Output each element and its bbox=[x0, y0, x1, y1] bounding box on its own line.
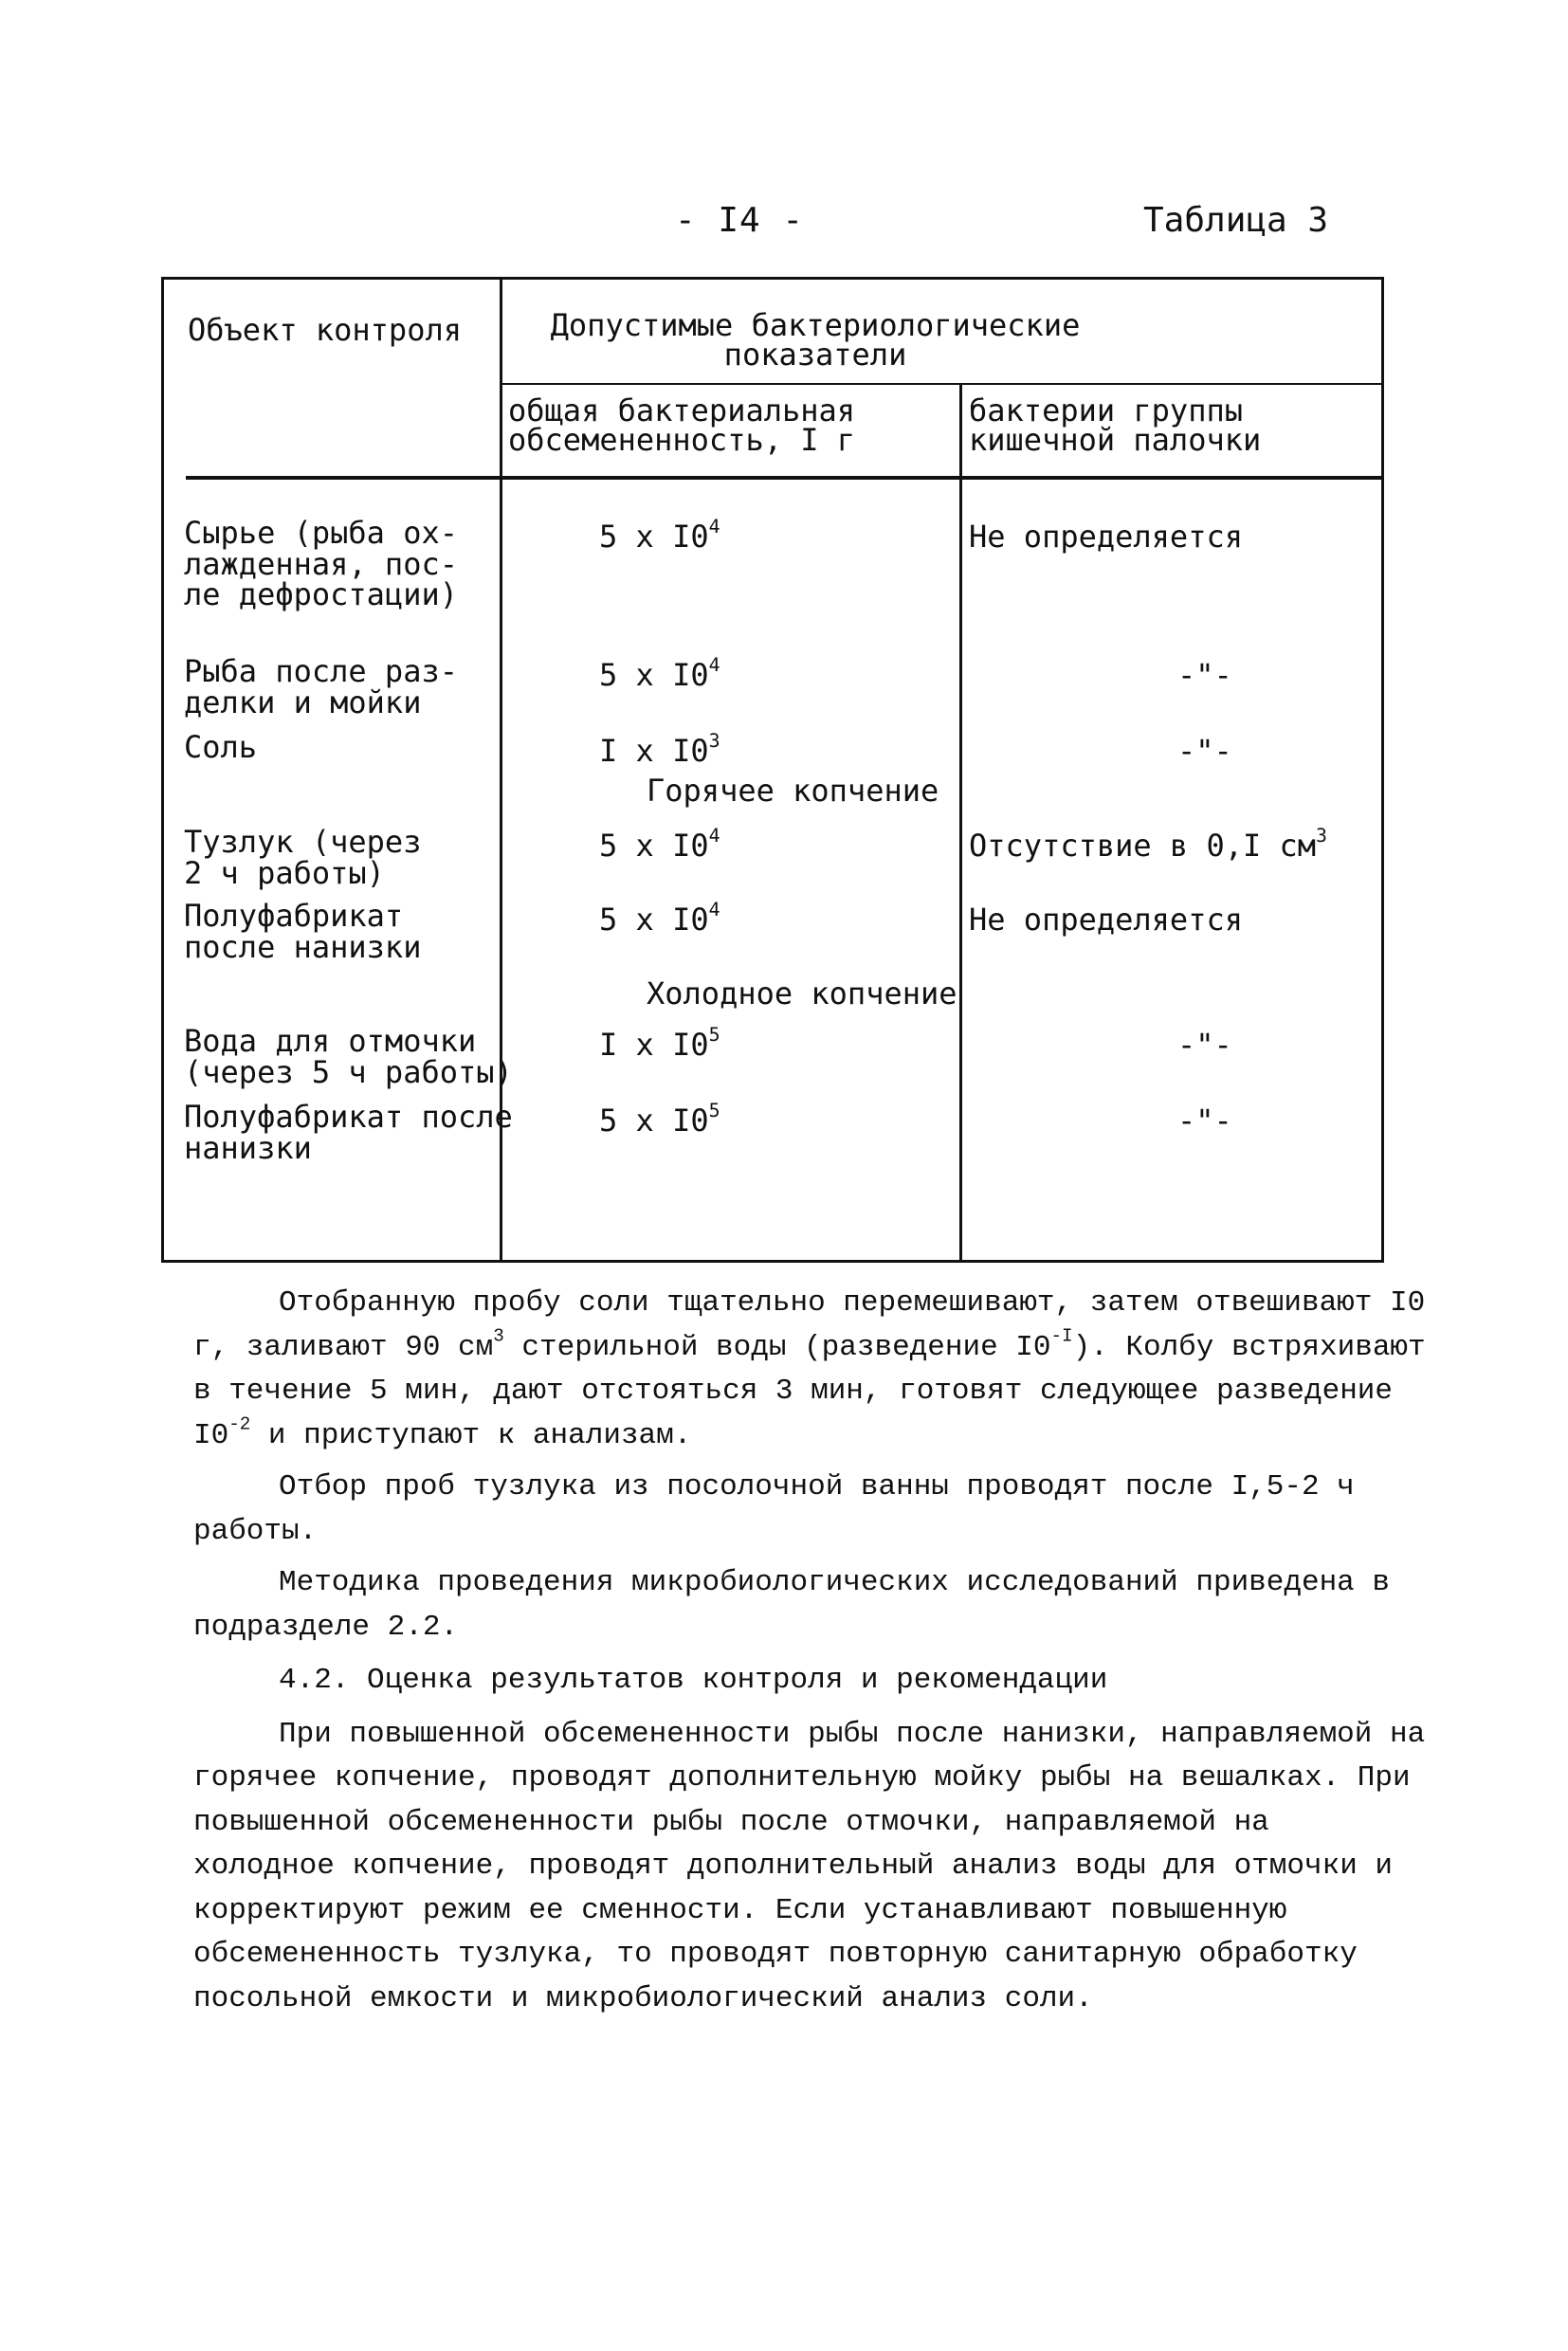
row-object-name: Сырье (рыба ох- лажденная, пос- ле дефростации) bbox=[184, 515, 458, 613]
row-object-name: Полуфабрикат после нанизки bbox=[184, 1099, 513, 1166]
row-coli-value bbox=[1177, 1105, 1232, 1137]
row-total-count bbox=[599, 730, 720, 769]
total-exponent: 4 bbox=[708, 654, 720, 677]
row-coli-value bbox=[969, 521, 1243, 553]
row-total-count bbox=[599, 899, 720, 938]
body-text bbox=[193, 1282, 1426, 2029]
section-title: Холодное копчение bbox=[647, 975, 957, 1011]
total-exponent: 4 bbox=[708, 825, 720, 847]
para1-sup-1: 3 bbox=[493, 1325, 504, 1347]
total-base: 5 x I0 bbox=[599, 828, 709, 864]
group-divider-line bbox=[501, 383, 1382, 385]
total-base: 5 x I0 bbox=[599, 902, 709, 938]
row-object-name: Вода для отмочки (через 5 ч работы) bbox=[184, 1023, 513, 1090]
total-base: I x I0 bbox=[599, 1027, 709, 1063]
section-heading: 4.2. Оценка результатов контроля и рекомендации bbox=[279, 1664, 1108, 1697]
coli-text: -"- bbox=[1177, 733, 1232, 769]
row-total-count bbox=[599, 825, 720, 864]
table-bottom-border bbox=[161, 1260, 1384, 1263]
total-exponent: 5 bbox=[708, 1100, 720, 1122]
para1-part-a: Отобранную пробу соли тщательно перемешивают, затем отвешивают I0 г, заливают 90 см bbox=[193, 1286, 1426, 1364]
row-total-count bbox=[599, 516, 720, 555]
total-exponent: 3 bbox=[708, 730, 720, 753]
row-coli-value bbox=[1177, 733, 1232, 769]
row-coli-value bbox=[969, 904, 1243, 936]
total-base: 5 x I0 bbox=[599, 1103, 709, 1139]
para1-part-d: и приступают к анализам. bbox=[250, 1418, 692, 1452]
header-coli-col: бактерии группы кишечной палочки bbox=[969, 392, 1262, 459]
table-caption: Таблица 3 bbox=[1143, 201, 1329, 240]
coli-text: -"- bbox=[1177, 1103, 1232, 1139]
bacteriological-table bbox=[161, 277, 1384, 1263]
para1-sup-3: -2 bbox=[228, 1413, 251, 1435]
row-coli-value bbox=[969, 825, 1327, 864]
coli-text: -"- bbox=[1177, 657, 1232, 693]
para1-part-c: ). Колбу встряхивают в течение 5 мин, дают отстояться 3 мин, готовят следующее разведение I0 bbox=[193, 1330, 1426, 1452]
row-coli-value bbox=[1177, 657, 1232, 693]
total-base: 5 x I0 bbox=[599, 519, 709, 555]
page-number: - I4 - bbox=[675, 201, 805, 240]
header-object-col: Объект контроля bbox=[188, 312, 462, 348]
row-object-name: Тузлук (через 2 ч работы) bbox=[184, 824, 422, 891]
row-total-count bbox=[599, 654, 720, 693]
row-object-name: Соль bbox=[184, 729, 258, 765]
header-group-title: Допустимые бактериологические показатели bbox=[550, 307, 1081, 374]
header-total-col: общая бактериальная обсемененность, I г bbox=[508, 392, 856, 459]
para1-sup-2: -I bbox=[1050, 1325, 1073, 1347]
section-title: Горячее копчение bbox=[647, 773, 939, 809]
row-object-name: Полуфабрикат после нанизки bbox=[184, 898, 422, 965]
total-base: I x I0 bbox=[599, 733, 709, 769]
column-divider-2 bbox=[959, 383, 962, 1260]
paragraph-brine-sampling: Отбор проб тузлука из посолочной ванны проводят после I,5-2 ч работы. bbox=[193, 1470, 1355, 1548]
paragraph-recommendations: При повышенной обсемененности рыбы после нанизки, направляемой на горячее копчение, проводят дополнительную мойку рыбы на вешалках. При повышенной обсемененности рыбы после отмочки, направляемой на холодное копчение, проводят дополнительный анализ воды для отмочки и корректируют режим ее сменности. Если устанавливают повышенную обсемененность тузлука, то проводят повторную санитарную обработку посольной емкости и микробиологический анализ соли. bbox=[193, 1717, 1426, 2015]
table-top-border bbox=[161, 277, 1384, 280]
coli-text: Не определяется bbox=[969, 902, 1243, 938]
header-bottom-line bbox=[186, 476, 1382, 480]
table-left-border bbox=[161, 277, 164, 1263]
coli-text: Не определяется bbox=[969, 519, 1243, 555]
para1-part-b: стерильной воды (разведение I0 bbox=[503, 1330, 1051, 1364]
total-exponent: 5 bbox=[708, 1024, 720, 1047]
total-base: 5 x I0 bbox=[599, 657, 709, 693]
total-exponent: 4 bbox=[708, 516, 720, 538]
row-object-name: Рыба после раз- делки и мойки bbox=[184, 653, 458, 720]
row-coli-value bbox=[1177, 1027, 1232, 1063]
coli-exponent: 3 bbox=[1316, 825, 1327, 847]
paragraph-sample-prep bbox=[193, 1282, 1426, 1458]
table-right-border bbox=[1381, 277, 1384, 1263]
coli-text: -"- bbox=[1177, 1027, 1232, 1063]
coli-text: Отсутствие в 0,I см bbox=[969, 828, 1317, 864]
paragraph-methodology: Методика проведения микробиологических исследований приведена в подразделе 2.2. bbox=[193, 1566, 1390, 1644]
row-total-count bbox=[599, 1024, 720, 1063]
total-exponent: 4 bbox=[708, 899, 720, 921]
row-total-count bbox=[599, 1100, 720, 1139]
